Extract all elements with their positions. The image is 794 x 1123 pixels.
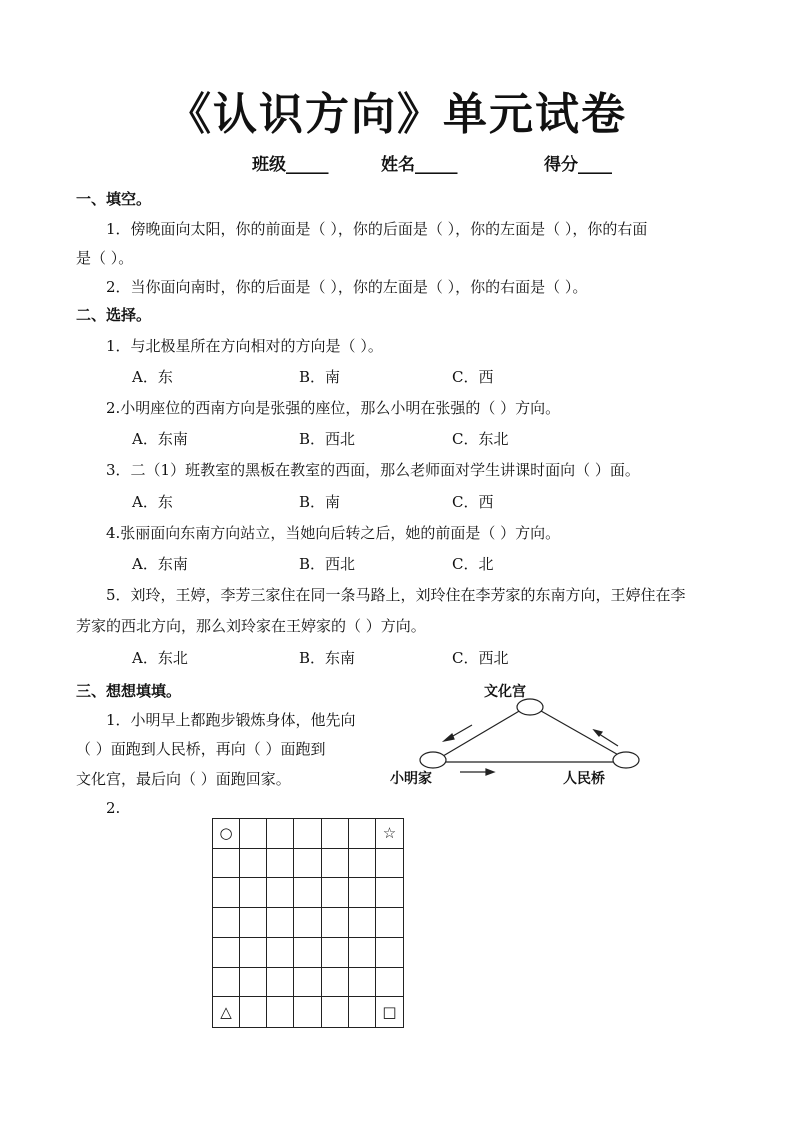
grid-cell bbox=[376, 938, 403, 968]
grid-cell bbox=[376, 819, 403, 849]
sec1-question-1-line-1: 1．傍晚面向太阳，你的前面是（ ），你的后面是（ ），你的左面是（ ），你的右面 bbox=[106, 220, 648, 238]
grid-cell bbox=[294, 878, 321, 908]
position-grid bbox=[212, 818, 404, 1028]
grid-cell bbox=[322, 997, 349, 1027]
grid-symbol-bottom-left: △ bbox=[220, 1003, 232, 1022]
sec1-question-2: 2．当你面向南时，你的后面是（ ），你的左面是（ ），你的右面是（ ）。 bbox=[106, 278, 588, 296]
grid-cell bbox=[267, 908, 294, 938]
sec2-q4-option-a: A．东南 bbox=[132, 555, 188, 573]
sec2-q2-option-b: B．西北 bbox=[299, 430, 356, 448]
grid-cell bbox=[322, 878, 349, 908]
page-title: 《认识方向》单元试卷 bbox=[167, 89, 627, 140]
grid-cell bbox=[376, 878, 403, 908]
sec2-q3-option-c: C．西 bbox=[452, 493, 494, 511]
arrow-home-to-bridge bbox=[460, 769, 494, 775]
grid-cell bbox=[213, 878, 240, 908]
edge-palace-bridge bbox=[534, 707, 622, 757]
grid-cell bbox=[294, 968, 321, 998]
grid-cell bbox=[294, 908, 321, 938]
arrow-palace-to-home bbox=[444, 725, 472, 741]
grid-cell bbox=[267, 819, 294, 849]
section-2-heading: 二、选择。 bbox=[76, 306, 152, 324]
sec2-q1-option-b: B．南 bbox=[299, 368, 341, 386]
grid-cell bbox=[240, 938, 267, 968]
sec2-q5-option-a: A．东北 bbox=[132, 649, 188, 667]
sec2-q5-option-b: B．东南 bbox=[299, 649, 356, 667]
grid-cell bbox=[294, 938, 321, 968]
section-1-heading: 一、填空。 bbox=[76, 190, 152, 208]
home-label: 小明家 bbox=[390, 771, 432, 787]
sec1-question-1-line-2: 是（ ）。 bbox=[76, 249, 134, 267]
class-field: 班级_____ bbox=[252, 155, 329, 175]
grid-cell bbox=[349, 997, 376, 1027]
grid-cell bbox=[213, 997, 240, 1027]
grid-symbol-bottom-right: □ bbox=[382, 1003, 397, 1022]
grid-symbol-top-left: ○ bbox=[219, 824, 233, 843]
sec3-question-2: 2. bbox=[106, 799, 121, 817]
palace-node bbox=[517, 699, 543, 715]
grid-cell bbox=[267, 938, 294, 968]
grid-cell bbox=[322, 938, 349, 968]
grid-cell bbox=[349, 938, 376, 968]
grid-cell bbox=[376, 968, 403, 998]
sec2-question-3: 3．二（1）班教室的黑板在教室的西面，那么老师面对学生讲课时面向（ ）面。 bbox=[106, 461, 640, 479]
sec2-q2-option-a: A．东南 bbox=[132, 430, 188, 448]
name-field: 姓名_____ bbox=[381, 155, 458, 175]
sec2-question-5-line-1: 5．刘玲，王婷，李芳三家住在同一条马路上，刘玲住在李芳家的东南方向，王婷住在李 bbox=[106, 586, 686, 604]
grid-cell bbox=[267, 849, 294, 879]
grid-symbol-top-right: ☆ bbox=[382, 824, 397, 843]
grid-cell bbox=[349, 908, 376, 938]
sec2-question-2: 2.小明座位的西南方向是张强的座位，那么小明在张强的（ ）方向。 bbox=[106, 399, 561, 417]
grid-cell bbox=[267, 997, 294, 1027]
grid-cell bbox=[294, 819, 321, 849]
grid-cell bbox=[213, 908, 240, 938]
grid-cell bbox=[240, 878, 267, 908]
sec2-question-5-line-2: 芳家的西北方向，那么刘玲家在王婷家的（ ）方向。 bbox=[76, 617, 426, 635]
sec2-q3-option-a: A．东 bbox=[132, 493, 173, 511]
grid-cell bbox=[240, 819, 267, 849]
sec2-q4-option-b: B．西北 bbox=[299, 555, 356, 573]
sec2-question-1: 1．与北极星所在方向相对的方向是（ ）。 bbox=[106, 337, 383, 355]
home-node bbox=[420, 752, 446, 768]
grid-cell bbox=[349, 878, 376, 908]
sec3-question-1-line-1: 1．小明早上都跑步锻炼身体，他先向 bbox=[106, 711, 356, 729]
grid-cell bbox=[213, 819, 240, 849]
grid-cell bbox=[294, 849, 321, 879]
grid-cell bbox=[322, 819, 349, 849]
grid-cell bbox=[267, 878, 294, 908]
grid-cell bbox=[240, 997, 267, 1027]
grid-cell bbox=[349, 968, 376, 998]
grid-cell bbox=[213, 849, 240, 879]
grid-cell bbox=[213, 968, 240, 998]
sec2-q2-option-c: C．东北 bbox=[452, 430, 509, 448]
grid-cell bbox=[376, 849, 403, 879]
grid-cell bbox=[349, 849, 376, 879]
sec3-question-1-line-2: （ ）面跑到人民桥，再向（ ）面跑到 bbox=[76, 740, 326, 758]
grid-cell bbox=[349, 819, 376, 849]
palace-label: 文化宫 bbox=[484, 684, 526, 700]
bridge-node bbox=[613, 752, 639, 768]
grid-cell bbox=[294, 997, 321, 1027]
score-field: 得分____ bbox=[544, 155, 612, 175]
edge-home-palace bbox=[438, 707, 526, 759]
grid-cell bbox=[322, 908, 349, 938]
grid-cell bbox=[213, 938, 240, 968]
route-diagram bbox=[410, 690, 650, 790]
sec2-q1-option-a: A．东 bbox=[132, 368, 173, 386]
sec2-question-4: 4.张丽面向东南方向站立，当她向后转之后，她的前面是（ ）方向。 bbox=[106, 524, 561, 542]
bridge-label: 人民桥 bbox=[563, 771, 605, 787]
grid-cell bbox=[240, 908, 267, 938]
sec2-q5-option-c: C．西北 bbox=[452, 649, 509, 667]
grid-cell bbox=[322, 849, 349, 879]
grid-cell bbox=[376, 908, 403, 938]
sec2-q1-option-c: C．西 bbox=[452, 368, 494, 386]
sec3-question-1-line-3: 文化宫，最后向（ ）面跑回家。 bbox=[76, 770, 291, 788]
grid-cell bbox=[240, 849, 267, 879]
grid-cell bbox=[267, 968, 294, 998]
grid-cell bbox=[376, 997, 403, 1027]
sec2-q3-option-b: B．南 bbox=[299, 493, 341, 511]
grid-cell bbox=[322, 968, 349, 998]
section-3-heading: 三、想想填填。 bbox=[76, 682, 182, 700]
sec2-q4-option-c: C．北 bbox=[452, 555, 494, 573]
grid-cell bbox=[240, 968, 267, 998]
